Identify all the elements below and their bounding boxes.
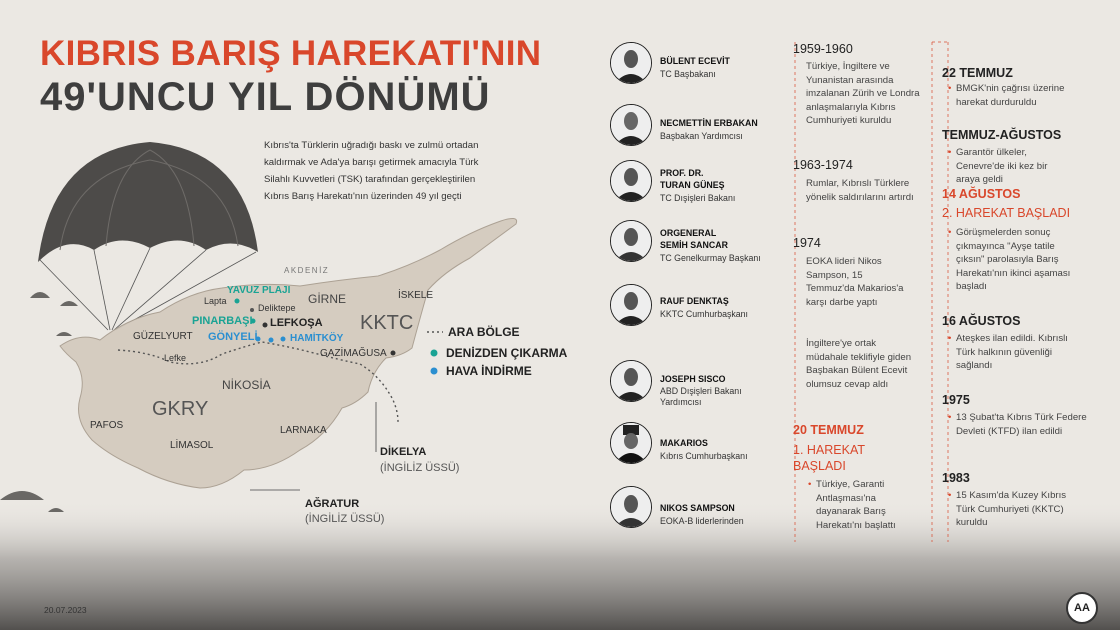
region-kktc: KKTC [360, 312, 414, 334]
city-gonyeli: GÖNYELİ [208, 331, 258, 343]
operation-2-title: 2. HAREKAT BAŞLADI [942, 206, 1071, 220]
region-gkry: GKRY [152, 398, 209, 420]
city-lefke: Lefke [164, 353, 187, 363]
portrait-icon [610, 104, 652, 146]
city-girne: GİRNE [308, 292, 347, 306]
portrait-icon [610, 160, 652, 202]
year-22-temmuz: 22 TEMMUZ [942, 66, 1013, 80]
aa-logo: AA [1066, 592, 1098, 624]
portrait-icon [610, 42, 652, 84]
event-1983: • 15 Kasım'da Kuzey Kıbrıs Türk Cumhuriyeti (KKTC) kuruldu [956, 489, 1086, 530]
portrait-icon [610, 422, 652, 464]
base-agratur-sub: (İNGİLİZ ÜSSÜ) [305, 513, 385, 525]
infographic: KIBRIS BARIŞ HAREKATI'NIN 49'UNCU YIL DÖNÜMÜ Kıbrıs'ta Türklerin uğradığı baskı ve zulmü ortadan kaldırmak ve Ada'ya barışı getirmek amacıyla Türk Silahlı Kuvvetleri (TSK) tarafından gerçekleştirilen Kıbrıs Barış Harekatı'nın üzerinden 49 yıl geçti AKDENİZ KKTC GKRY YAVUZ PLAJI Lapta Deliktepe GİRNE İSKELE PINARBAŞI LEFKOŞA GÖNYELİ HAMİTKÖY GÜZELYURT GAZİMAĞUSA Lefke NİKOSİA PAFOS LİMASOL LARNAKA DİKELYA (İNGİLİZ ÜSSÜ) AĞRATUR (İNGİLİZ ÜSSÜ) ARA BÖLGE DENİZDEN ÇIKARMA HAVA İNDİRME BÜLENT ECEVİT TC Başbakanı NECMETTİN ERBAKAN Başbakan Yardımcısı PROF. DR. TURAN GÜNEŞ TC Dışişleri Bakanı ORGENERAL SEMİH SANCAR TC Genelkurmay Başkanı RAUF DENKTAŞ KKTC Cumhurbaşkanı JOSEPH SISCO ABD Dışişleri Bakanı Yardımcısı MAKARIOS Kıbrıs Cumhurbaşkanı NIKOS SAMPSON EOKA-B liderlerinden 1959-1960 Türkiye, İngiltere ve Yunanistan arasında imzalanan Zürih ve Londra anlaşmalarıyla Kıbrıs Cumhuriyeti kuruldu 1963-1974 Rumlar, Kıbrıslı Türklere yönelik saldırılarını artırdı 1974 EOKA lideri Nikos Sampson, 15 Temmuz'da Makarios'a karşı darbe yaptı İngiltere'ye ortak müdahale teklifiyle giden Başbakan Bülent Ecevit olumsuz cevap aldı 20 TEMMUZ 1. HAREKAT BAŞLADI • Türkiye, Garanti Antlaşması'na dayanarak Barış Harekatı'nı başlattı 22 TEMMUZ • BMGK'nin çağrısı üzerine harekat durduruldu TEMMUZ-AĞUSTOS • Garantör ülkeler, Cenevre'de iki kez bir araya geldi 14 AĞUSTOS 2. HAREKAT BAŞLADI • Görüşmelerden sonuç çıkmayınca "Ayşe tatile çıksın" parolasıyla Barış Harekatı'nın ikinci aşaması başladı 16 AĞUSTOS • Ateşkes ilan edildi. Kıbrıslı Türk halkının güvenliği sağlandı 1975 • 13 Şubat'ta Kıbrıs Türk Federe Devleti (KTFD) ilan edildi 1983 • 15 Kasım'da Kuzey Kıbrıs Türk Cumhuriyeti (KKTC) kuruldu 20.07.2023 AA [0, 0, 1120, 630]
year-16-agustos: 16 AĞUSTOS [942, 314, 1021, 328]
small-parachute-icon [0, 292, 78, 512]
event-1974-uk: İngiltere'ye ortak müdahale teklifiyle giden Başbakan Bülent Ecevit olumsuz cevap aldı [806, 338, 912, 390]
legend-buffer: ARA BÖLGE [448, 325, 520, 339]
city-hamitkoy: HAMİTKÖY [290, 333, 344, 344]
city-yavuz-plaji: YAVUZ PLAJI [227, 285, 291, 296]
city-deliktepe: Deliktepe [258, 303, 296, 313]
year-20-temmuz: 20 TEMMUZ [793, 423, 864, 437]
legend-airborne: HAVA İNDİRME [446, 364, 532, 378]
event-1959: Türkiye, İngiltere ve Yunanistan arasında imzalanan Zürih ve Londra anlaşmalarıyla Kıbrıs Cumhuriyeti kuruldu [806, 61, 920, 126]
year-temmuz-agustos: TEMMUZ-AĞUSTOS [942, 128, 1062, 142]
city-guzelyurt: GÜZELYURT [133, 331, 193, 342]
city-lapta: Lapta [204, 296, 227, 306]
city-pafos: PAFOS [90, 420, 124, 431]
operation-1-title: 1. HAREKAT BAŞLADI [793, 443, 865, 473]
city-lefkosa: LEFKOŞA [270, 317, 323, 329]
ground-haze [0, 500, 1120, 630]
event-22-temmuz: • BMGK'nin çağrısı üzerine harekat durduruldu [956, 82, 1072, 109]
portrait-icon [610, 284, 652, 326]
portrait-icon [610, 220, 652, 262]
city-pinarbasi: PINARBAŞI [192, 315, 253, 327]
year-1963: 1963-1974 [793, 158, 853, 172]
city-iskele: İSKELE [398, 290, 434, 301]
base-dikelya-sub: (İNGİLİZ ÜSSÜ) [380, 462, 460, 474]
legend-sea-icon [431, 350, 438, 357]
city-limasol: LİMASOL [170, 440, 214, 451]
year-1975: 1975 [942, 393, 970, 407]
year-1983: 1983 [942, 471, 970, 485]
legend-sea-landing: DENİZDEN ÇIKARMA [446, 346, 568, 360]
event-16-agustos: • Ateşkes ilan edildi. Kıbrıslı Türk halkının güvenliği sağlandı [956, 332, 1074, 373]
city-nikosia: NİKOSİA [222, 378, 271, 392]
page-title-line2: 49'UNCU YIL DÖNÜMÜ [40, 75, 491, 119]
event-1975: • 13 Şubat'ta Kıbrıs Türk Federe Devleti (KTFD) ilan edildi [956, 411, 1088, 438]
publish-date: 20.07.2023 [44, 605, 87, 615]
intro-text: Kıbrıs'ta Türklerin uğradığı baskı ve zulmü ortadan kaldırmak ve Ada'ya barışı getirmek amacıyla Türk Silahlı Kuvvetleri (TSK) tarafından gerçekleştirilen Kıbrıs Barış Harekatı'nın üzerinden 49 yıl geçti [264, 140, 479, 202]
event-14-agustos: • Görüşmelerden sonuç çıkmayınca "Ayşe tatile çıksın" parolasıyla Barış Harekatı'nın ikinci aşaması başladı [956, 226, 1078, 294]
event-20-temmuz: • Türkiye, Garanti Antlaşması'na dayanarak Barış Harekatı'nı başlattı [816, 478, 916, 532]
legend-air-icon [431, 368, 438, 375]
year-1974: 1974 [793, 236, 821, 250]
city-larnaka: LARNAKA [280, 425, 327, 436]
page-title-line1: KIBRIS BARIŞ HAREKATI'NIN [40, 34, 542, 73]
event-temmuz-agustos: • Garantör ülkeler, Cenevre'de iki kez bir araya geldi [956, 146, 1074, 187]
event-1974-coup: EOKA lideri Nikos Sampson, 15 Temmuz'da Makarios'a karşı darbe yaptı [806, 256, 904, 308]
sea-label: AKDENİZ [284, 266, 330, 275]
year-1959: 1959-1960 [793, 42, 853, 56]
year-14-agustos: 14 AĞUSTOS [942, 187, 1021, 201]
base-agratur: AĞRATUR [305, 498, 360, 510]
event-1963: Rumlar, Kıbrıslı Türklere yönelik saldırılarını artırdı [806, 178, 914, 203]
portrait-icon [610, 486, 652, 528]
portrait-icon [610, 360, 652, 402]
city-gazimagusa: GAZİMAĞUSA [320, 348, 387, 359]
base-dikelya: DİKELYA [380, 446, 427, 458]
